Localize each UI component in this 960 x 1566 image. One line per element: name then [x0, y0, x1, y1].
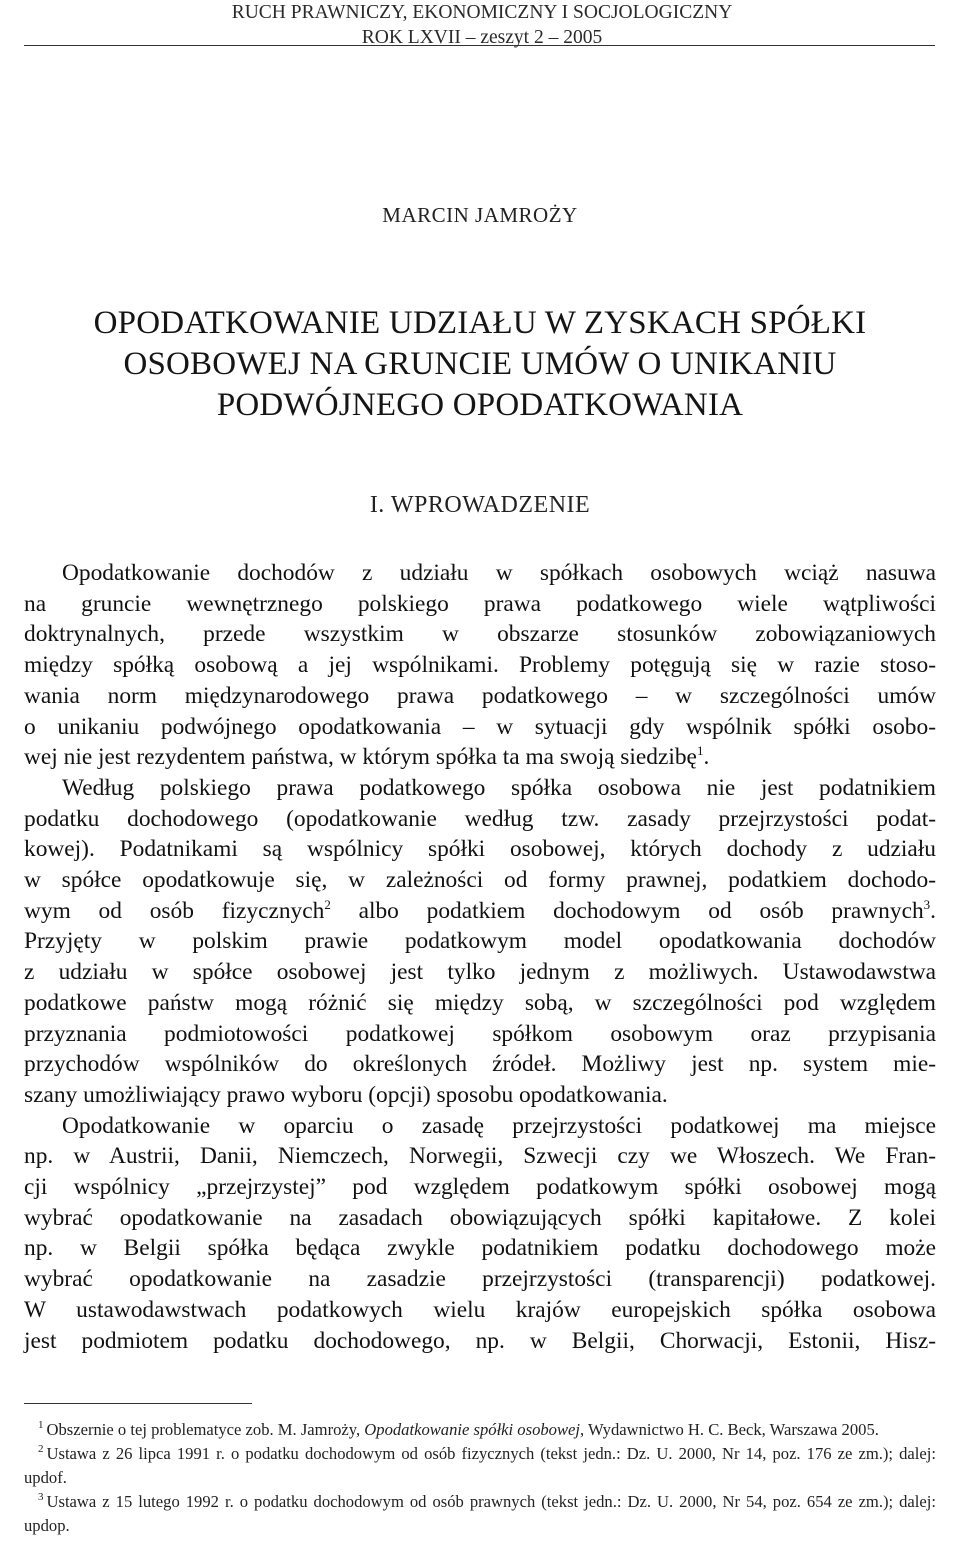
title-line: OSOBOWEJ NA GRUNCIE UMÓW O UNIKANIU [123, 346, 837, 382]
footnote-ref[interactable]: 1 [696, 743, 704, 759]
footnotes [24, 1418, 936, 1538]
footnote-3 [24, 1490, 936, 1538]
paragraph-line: między spółką osobową a jej wspólnikami. Problemy potęgują się w razie stoso- [24, 652, 936, 679]
section-heading: I. WPROWADZENIE [369, 492, 591, 518]
paragraph-line: jest podmiotem podatku dochodowego, np. w Belgii, Chorwacji, Estonii, Hisz- [24, 1327, 936, 1354]
footnote-ref[interactable]: 2 [324, 896, 331, 912]
footnote-text: Obszernie o tej problematyce zob. M. Jamroży, [46, 1420, 365, 1439]
paragraph-line: kowej). Podatnikami są wspólnicy spółki osobowej, których dochody z udziału [24, 836, 936, 863]
paragraph-line: podatku dochodowego (opodatkowanie według tzw. zasady przejrzystości podat- [24, 805, 936, 832]
paragraph-line: na gruncie wewnętrznego polskiego prawa podatkowego wiele wątpliwości [24, 590, 936, 617]
title-line: OPODATKOWANIE UDZIAŁU W ZYSKACH SPÓŁKI [93, 305, 867, 341]
paragraph-line: z udziału w spółce osobowej jest tylko jednym z możliwych. Ustawodawstwa [24, 959, 936, 986]
author-name: MARCIN JAMROŻY [382, 203, 578, 227]
journal-header [182, 0, 782, 50]
paragraph-line: W ustawodawstwach podatkowych wielu krajów europejskich spółka osobowa [24, 1296, 936, 1323]
paragraph-line: przychodów wspólników do określonych źródeł. Możliwy jest np. system mie- [24, 1051, 936, 1078]
footnote-1 [24, 1418, 936, 1442]
header-rule [24, 45, 935, 46]
paragraph-line: w spółce opodatkowuje się, w zależności od formy prawnej, podatkiem dochodo- [24, 867, 936, 894]
body-text [24, 558, 936, 1356]
paragraph-line: cji wspólnicy „przejrzystej” pod względem podatkowym spółki osobowej mogą [24, 1174, 936, 1201]
paragraph-text: albo podatkiem dochodowym od osób prawnych [330, 897, 924, 924]
journal-name: RUCH PRAWNICZY, EKONOMICZNY I SOCJOLOGICZNY [231, 2, 733, 23]
footnote-number: 1 [38, 1419, 44, 1432]
paragraph-line: szany umożliwiający prawo wyboru (opcji) sposobu opodatkowania. [24, 1081, 668, 1108]
paragraph-line: np. w Belgii spółka będąca zwykle podatnikiem podatku dochodowego może [24, 1235, 936, 1262]
paragraph-line: przyznania podmiotowości podatkowej spółkom osobowym oraz przypisania [24, 1020, 936, 1047]
paragraph-line: np. w Austrii, Danii, Niemczech, Norwegii, Szwecji czy we Włoszech. We Fran- [24, 1143, 936, 1170]
footnote-2 [24, 1442, 936, 1490]
paragraph-line: wym od osób fizycznych$^2$ albo podatkiem dochodowym od osób prawnych$^3$. [24, 896, 936, 924]
paragraph-line: wania norm międzynarodowego prawa podatkowego – w szczególności umów [24, 682, 936, 709]
footnote-text: Ustawa z 15 lutego 1992 r. o podatku dochodowym od osób prawnych (tekst jedn.: Dz. U. 2000, Nr 54, poz. 654 ze zm.); dalej: updop. [24, 1492, 936, 1535]
paragraph-line: Według polskiego prawa podatkowego spółka osobowa nie jest podatnikiem [62, 774, 936, 801]
footnote-ref[interactable]: 3 [923, 896, 931, 912]
paragraph-text: wej nie jest rezydentem państwa, w którym spółka ta ma swoją siedzibę [24, 744, 697, 771]
paragraph-line: wybrać opodatkowanie na zasadzie przejrzystości (transparencji) podatkowej. [24, 1266, 936, 1293]
paragraph-line: Opodatkowanie dochodów z udziału w spółkach osobowych wciąż nasuwa [62, 560, 936, 586]
paragraph-line: Opodatkowanie w oparciu o zasadę przejrzystości podatkowej ma miejsce [62, 1112, 936, 1139]
paragraph-text: wym od osób fizycznych [24, 897, 325, 924]
paragraph-line: Przyjęty w polskim prawie podatkowym model opodatkowania dochodów [24, 928, 936, 955]
article-title [0, 303, 960, 426]
paragraph-line: wybrać opodatkowanie na zasadach obowiązujących spółki kapitałowe. Z kolei [24, 1204, 936, 1231]
footnote-book-title: Opodatkowanie spółki osobowej [364, 1420, 580, 1439]
title-line: PODWÓJNEGO OPODATKOWANIA [216, 387, 744, 423]
footnote-number: 3 [38, 1491, 44, 1504]
footnote-text: , Wydawnictwo H. C. Beck, Warszawa 2005. [580, 1420, 879, 1439]
paragraph-line: doktrynalnych, przede wszystkim w obszarze stosunków zobowiązaniowych [24, 621, 936, 648]
paragraph-line: o unikaniu podwójnego opodatkowania – w sytuacji gdy wspólnik spółki osobo- [24, 713, 936, 740]
paragraph-line: podatkowe państw mogą różnić się między sobą, w szczególności pod względem [24, 989, 936, 1016]
journal-issue: ROK LXVII – zeszyt 2 – 2005 [361, 27, 603, 48]
footnote-text: Ustawa z 26 lipca 1991 r. o podatku dochodowym od osób fizycznych (tekst jedn.: Dz. U. 2000, Nr 14, poz. 176 ze zm.); dalej: updof. [24, 1444, 936, 1487]
paragraph-line: wej nie jest rezydentem państwa, w którym spółka ta ma swoją siedzibę$^1$. [24, 743, 710, 771]
footnote-rule [24, 1403, 252, 1404]
footnote-number: 2 [38, 1443, 44, 1456]
